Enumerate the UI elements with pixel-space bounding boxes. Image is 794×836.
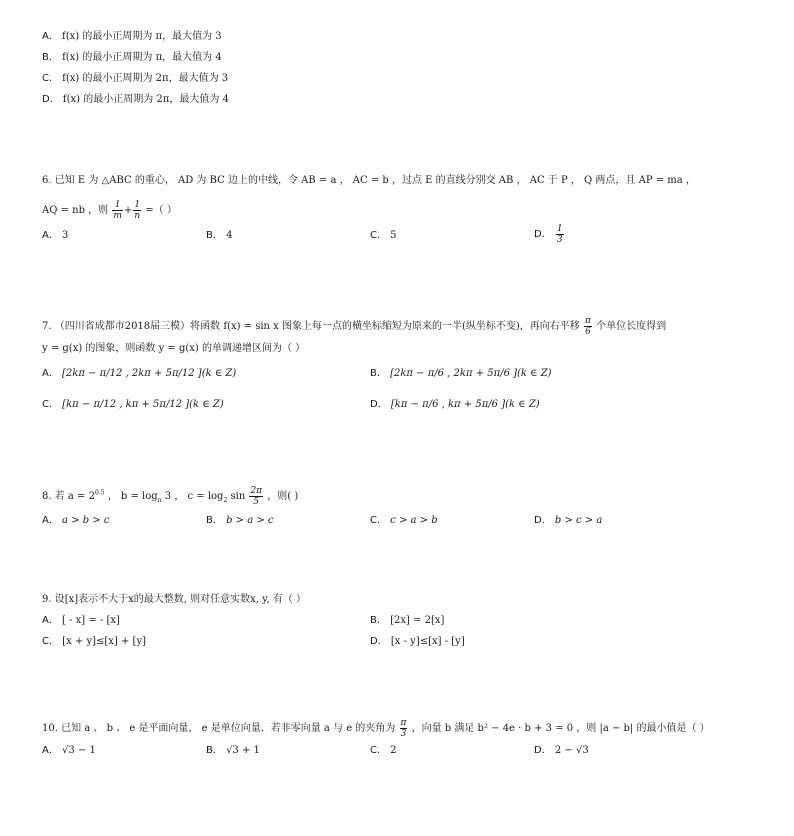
option-text: f(x) 的最小正周期为 2π，最大值为 3 xyxy=(62,73,229,84)
option-text: c > a > b xyxy=(390,515,438,526)
option-letter: B． xyxy=(206,745,223,756)
q7-stem-line1-tail: 个单位长度得到 xyxy=(596,321,667,332)
q10-option-b xyxy=(206,744,260,758)
q6-stem-line2-b: =（ ） xyxy=(145,205,177,216)
option-text: b > a > c xyxy=(226,515,274,526)
option-letter: B． xyxy=(206,515,223,526)
option-text: 5 xyxy=(390,230,397,241)
q7-option-c xyxy=(42,398,224,412)
fraction-pi-over-3: $\frac{\pi}{3}$ xyxy=(400,718,407,739)
q6-option-a xyxy=(42,229,68,243)
option-text: [2x] = 2[x] xyxy=(390,615,445,626)
option-letter: C． xyxy=(42,636,59,647)
option-text: √3 − 1 xyxy=(62,745,96,756)
q8-option-b xyxy=(206,514,274,528)
q8-part-b: ， b = log xyxy=(107,491,158,502)
option-letter: A． xyxy=(42,31,59,42)
fraction-1-over-n: $\frac{1}{n}$ xyxy=(134,200,141,221)
option-letter: A． xyxy=(42,230,59,241)
fraction-pi-over-6: $\frac{\pi}{6}$ xyxy=(585,316,591,337)
q10-option-d xyxy=(534,744,589,758)
option-letter: B． xyxy=(42,52,59,63)
q5-option-a xyxy=(42,30,222,44)
q8-part-e: ，则( ) xyxy=(267,491,299,502)
option-text: f(x) 的最小正周期为 π，最大值为 4 xyxy=(62,52,222,63)
option-letter: A． xyxy=(42,515,59,526)
option-letter: C． xyxy=(42,73,59,84)
q9-option-c xyxy=(42,635,146,649)
option-text: f(x) 的最小正周期为 2π，最大值为 4 xyxy=(62,94,229,105)
q8-part-c: 3 ， c = log xyxy=(164,491,224,502)
q7-stem-line1 xyxy=(42,316,666,337)
q7-stem-line2: y = g(x) 的图象，则函数 y = g(x) 的单调递增区间为（ ） xyxy=(42,343,306,354)
q5-option-d xyxy=(42,93,229,107)
option-text: f(x) 的最小正周期为 π，最大值为 3 xyxy=(62,31,222,42)
q8-option-d xyxy=(534,514,602,528)
option-text: b > c > a xyxy=(554,515,603,526)
q10-part-b: ，向量 b 满足 b² − 4e · b + 3 = 0 ，则 |a − b| 的最小值是（ ） xyxy=(411,723,710,734)
option-letter: D． xyxy=(370,399,388,410)
q7-option-d xyxy=(370,398,540,412)
q10-part-a: 10. 已知 a 、 b 、 e 是平面向量， e 是单位向量．若非零向量 a 与 e 的夹角为 xyxy=(42,723,396,734)
q6-option-b xyxy=(206,229,232,243)
option-letter: C． xyxy=(42,399,59,410)
q9-option-a xyxy=(42,614,120,628)
option-letter: A． xyxy=(42,368,59,379)
option-letter: A． xyxy=(42,745,59,756)
q8-subscript-2: 2 xyxy=(223,497,228,504)
option-text: a > b > c xyxy=(62,515,110,526)
option-letter: B． xyxy=(370,368,387,379)
q6-option-c xyxy=(370,229,397,243)
option-letter: D． xyxy=(370,636,388,647)
q8-exponent: 0.5 xyxy=(94,489,105,497)
q8-stem-line1 xyxy=(42,486,298,508)
q9-stem-line1: 9. 设[x]表示不大于x的最大整数, 则对任意实数x, y, 有（ ） xyxy=(42,594,307,605)
option-text: [2kπ − π/12 , 2kπ + 5π/12 ](k ∈ Z) xyxy=(62,368,237,379)
q9-option-d xyxy=(370,635,465,649)
option-letter: C． xyxy=(370,745,387,756)
option-text: [ - x] = - [x] xyxy=(62,615,120,626)
option-text: 4 xyxy=(226,230,233,241)
option-text: 3 xyxy=(62,230,69,241)
option-text: [x + y]≤[x] + [y] xyxy=(62,636,147,647)
option-letter: D． xyxy=(534,515,552,526)
q6-stem-line2-a: AQ = nb ，则 xyxy=(42,205,109,216)
q8-option-a xyxy=(42,514,109,528)
option-text: √3 + 1 xyxy=(226,745,260,756)
q5-option-b xyxy=(42,51,222,65)
fraction-1-over-m: $\frac{1}{m}$ xyxy=(113,200,122,221)
fraction-2pi-over-5: $\frac{2\pi}{5}$ xyxy=(250,486,263,507)
option-text: [x - y]≤[x] - [y] xyxy=(390,636,465,647)
option-letter: C． xyxy=(370,515,387,526)
option-letter: D． xyxy=(534,745,552,756)
option-letter: A． xyxy=(42,615,59,626)
option-letter: C． xyxy=(370,230,387,241)
option-letter: D． xyxy=(534,229,552,240)
option-text: [2kπ − π/6 , 2kπ + 5π/6 ](k ∈ Z) xyxy=(390,368,552,379)
option-letter: B． xyxy=(370,615,387,626)
q7-option-a xyxy=(42,367,236,381)
option-text: 2 xyxy=(390,745,397,756)
option-text: 2 − √3 xyxy=(554,745,589,756)
q6-option-d xyxy=(534,224,565,245)
q8-option-c xyxy=(370,514,438,528)
q7-option-b xyxy=(370,367,552,381)
q6-stem-line1: 6. 已知 E 为 △ABC 的重心， AD 为 BC 边上的中线，令 AB = a ， AC = b ，过点 E 的直线分别交 AB ， AC 于 P ， Q 两点，且 AP = ma ， xyxy=(42,175,696,186)
q8-subscript-pi: π xyxy=(157,497,162,504)
q8-part-a: 8. 若 a = 2 xyxy=(42,491,95,502)
q7-stem-line1-text: 7. （四川省成都市2018届三模）将函数 f(x) = sin x 图象上每一点的横坐标缩短为原来的一半(纵坐标不变)，再向右平移 xyxy=(42,321,580,332)
option-letter: B． xyxy=(206,230,223,241)
q9-option-b xyxy=(370,614,444,628)
q8-part-d: sin xyxy=(230,491,246,502)
q10-option-a xyxy=(42,744,96,758)
q10-option-c xyxy=(370,744,397,758)
q6-stem-line2: AQ = nb ，则 $\frac{1}{m}$ + $\frac{1}{n}$ =（ ） xyxy=(42,200,177,221)
q10-stem-line1 xyxy=(42,718,710,739)
q5-option-c xyxy=(42,72,228,86)
option-letter: D． xyxy=(42,94,60,105)
fraction-1-over-3: $\frac{1}{3}$ xyxy=(556,224,563,245)
option-text: [kπ − π/6 , kπ + 5π/6 ](k ∈ Z) xyxy=(390,399,540,410)
option-text: [kπ − π/12 , kπ + 5π/12 ](k ∈ Z) xyxy=(62,399,224,410)
